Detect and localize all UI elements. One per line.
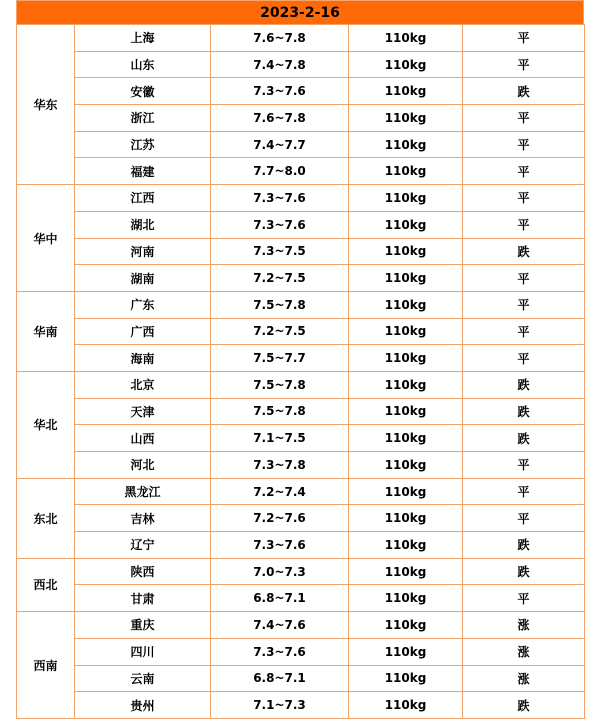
trend-cell: 平 [463,585,585,612]
table-row [17,425,585,452]
table-row [17,51,585,78]
price-range-cell: 7.3~7.6 [211,638,349,665]
region-cell: 华南 [17,291,75,371]
weight-cell: 110kg [349,585,463,612]
region-cell: 东北 [17,478,75,558]
weight-cell: 110kg [349,318,463,345]
table-row [17,318,585,345]
province-cell: 天津 [75,398,211,425]
province-cell: 广东 [75,291,211,318]
trend-cell: 平 [463,158,585,185]
trend-cell: 涨 [463,612,585,639]
price-range-cell: 7.3~7.6 [211,78,349,105]
province-cell: 海南 [75,345,211,372]
weight-cell: 110kg [349,665,463,692]
table-row [17,452,585,479]
table-row [17,105,585,132]
price-range-cell: 7.2~7.4 [211,478,349,505]
table-row [17,158,585,185]
weight-cell: 110kg [349,238,463,265]
price-table-container [16,0,584,719]
table-row [17,692,585,719]
region-cell: 西北 [17,558,75,611]
province-cell: 甘肃 [75,585,211,612]
weight-cell: 110kg [349,185,463,212]
weight-cell: 110kg [349,638,463,665]
weight-cell: 110kg [349,78,463,105]
weight-cell: 110kg [349,105,463,132]
weight-cell: 110kg [349,692,463,719]
weight-cell: 110kg [349,51,463,78]
price-range-cell: 7.3~7.6 [211,211,349,238]
price-range-cell: 7.3~7.8 [211,452,349,479]
trend-cell: 跌 [463,558,585,585]
weight-cell: 110kg [349,291,463,318]
province-cell: 北京 [75,371,211,398]
price-range-cell: 7.7~8.0 [211,158,349,185]
price-table-body [17,25,585,719]
region-cell: 西南 [17,612,75,719]
region-cell: 华中 [17,185,75,292]
trend-cell: 平 [463,318,585,345]
table-row [17,585,585,612]
table-row [17,505,585,532]
trend-cell: 跌 [463,398,585,425]
trend-cell: 平 [463,505,585,532]
weight-cell: 110kg [349,478,463,505]
province-cell: 重庆 [75,612,211,639]
price-range-cell: 7.5~7.8 [211,291,349,318]
province-cell: 江西 [75,185,211,212]
trend-cell: 跌 [463,532,585,559]
table-row [17,398,585,425]
province-cell: 福建 [75,158,211,185]
price-range-cell: 7.5~7.7 [211,345,349,372]
trend-cell: 跌 [463,692,585,719]
province-cell: 山东 [75,51,211,78]
price-range-cell: 6.8~7.1 [211,585,349,612]
province-cell: 吉林 [75,505,211,532]
weight-cell: 110kg [349,532,463,559]
price-range-cell: 7.1~7.3 [211,692,349,719]
province-cell: 河南 [75,238,211,265]
province-cell: 陕西 [75,558,211,585]
table-row [17,291,585,318]
table-row [17,345,585,372]
price-range-cell: 7.3~7.6 [211,185,349,212]
trend-cell: 平 [463,25,585,52]
price-range-cell: 7.6~7.8 [211,25,349,52]
table-row [17,265,585,292]
trend-cell: 平 [463,265,585,292]
trend-cell: 平 [463,291,585,318]
trend-cell: 平 [463,131,585,158]
weight-cell: 110kg [349,558,463,585]
region-cell: 华东 [17,25,75,185]
weight-cell: 110kg [349,265,463,292]
province-cell: 江苏 [75,131,211,158]
weight-cell: 110kg [349,211,463,238]
trend-cell: 平 [463,345,585,372]
table-row [17,612,585,639]
price-range-cell: 7.2~7.5 [211,318,349,345]
price-range-cell: 7.2~7.6 [211,505,349,532]
weight-cell: 110kg [349,505,463,532]
weight-cell: 110kg [349,131,463,158]
province-cell: 云南 [75,665,211,692]
trend-cell: 平 [463,105,585,132]
province-cell: 贵州 [75,692,211,719]
province-cell: 浙江 [75,105,211,132]
table-row [17,185,585,212]
table-row [17,238,585,265]
table-row [17,665,585,692]
weight-cell: 110kg [349,345,463,372]
table-row [17,131,585,158]
province-cell: 湖南 [75,265,211,292]
province-cell: 湖北 [75,211,211,238]
province-cell: 上海 [75,25,211,52]
table-row [17,25,585,52]
table-row [17,478,585,505]
weight-cell: 110kg [349,425,463,452]
trend-cell: 涨 [463,665,585,692]
weight-cell: 110kg [349,371,463,398]
trend-cell: 平 [463,51,585,78]
weight-cell: 110kg [349,158,463,185]
price-range-cell: 7.4~7.6 [211,612,349,639]
price-range-cell: 7.3~7.6 [211,532,349,559]
table-row [17,638,585,665]
price-range-cell: 7.6~7.8 [211,105,349,132]
table-row [17,78,585,105]
weight-cell: 110kg [349,612,463,639]
price-range-cell: 7.3~7.5 [211,238,349,265]
weight-cell: 110kg [349,25,463,52]
table-title: 2023-2-16 [16,0,584,24]
price-range-cell: 7.0~7.3 [211,558,349,585]
table-row [17,211,585,238]
province-cell: 山西 [75,425,211,452]
province-cell: 四川 [75,638,211,665]
trend-cell: 平 [463,478,585,505]
region-cell: 华北 [17,371,75,478]
province-cell: 辽宁 [75,532,211,559]
trend-cell: 跌 [463,371,585,398]
price-range-cell: 7.2~7.5 [211,265,349,292]
price-range-cell: 7.4~7.8 [211,51,349,78]
price-range-cell: 7.1~7.5 [211,425,349,452]
trend-cell: 涨 [463,638,585,665]
trend-cell: 平 [463,452,585,479]
trend-cell: 跌 [463,425,585,452]
table-row [17,371,585,398]
table-row [17,558,585,585]
table-row [17,532,585,559]
price-range-cell: 7.4~7.7 [211,131,349,158]
province-cell: 广西 [75,318,211,345]
trend-cell: 平 [463,211,585,238]
province-cell: 黑龙江 [75,478,211,505]
weight-cell: 110kg [349,452,463,479]
province-cell: 安徽 [75,78,211,105]
trend-cell: 跌 [463,78,585,105]
trend-cell: 平 [463,185,585,212]
trend-cell: 跌 [463,238,585,265]
price-range-cell: 7.5~7.8 [211,371,349,398]
price-table [16,24,585,719]
price-range-cell: 6.8~7.1 [211,665,349,692]
weight-cell: 110kg [349,398,463,425]
province-cell: 河北 [75,452,211,479]
price-range-cell: 7.5~7.8 [211,398,349,425]
